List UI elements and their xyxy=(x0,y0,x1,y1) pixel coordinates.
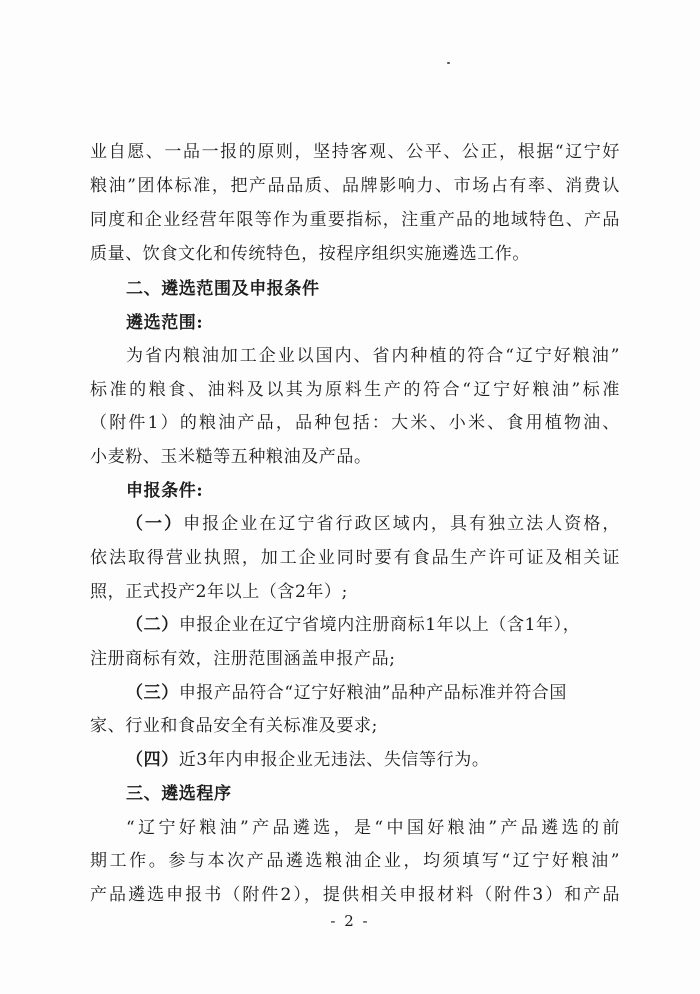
body-line: 粮油”团体标准，把产品品质、品牌影响力、市场占有率、消费认 xyxy=(90,176,620,196)
page-number: - 2 - xyxy=(330,912,370,930)
condition-number: （三） xyxy=(126,683,179,703)
body-line: 同度和企业经营年限等作为重要指标，注重产品的地域特色、产品 xyxy=(90,210,620,230)
condition-item xyxy=(126,681,620,705)
body-line: 期工作。参与本次产品遴选粮油企业，均须填写“辽宁好粮油” xyxy=(90,851,620,871)
body-line: 为省内粮油加工企业以国内、省内种植的符合“辽宁好粮油” xyxy=(126,346,620,366)
condition-text: 申报产品符合“辽宁好粮油”品种产品标准并符合国 xyxy=(178,683,567,703)
condition-text: 近3年内申报企业无违法、失信等行为。 xyxy=(178,750,490,770)
condition-number: （四） xyxy=(126,750,179,770)
body-line: 小麦粉、玉米糙等五种粮油及产品。 xyxy=(90,447,372,467)
condition-item xyxy=(126,613,620,637)
scan-speck xyxy=(447,62,450,64)
body-line: 照，正式投产2年以上（含2年）; xyxy=(90,582,348,602)
subsection-label: 遴选范围: xyxy=(126,313,204,333)
subsection-label: 申报条件: xyxy=(126,481,204,501)
body-line: （附件1）的粮油产品，品种包括：大米、小米、食用植物油、 xyxy=(90,413,620,433)
section-heading: 二、遴选范围及申报条件 xyxy=(126,279,320,299)
body-line: 业自愿、一品一报的原则，坚持客观、公平、公正，根据“辽宁好 xyxy=(90,142,620,162)
condition-item xyxy=(126,512,620,536)
condition-number: （一） xyxy=(126,514,184,534)
condition-text: 申报企业在辽宁省境内注册商标1年以上（含1年）， xyxy=(178,615,581,635)
section-heading: 三、遴选程序 xyxy=(126,784,232,804)
condition-number: （二） xyxy=(126,615,179,635)
condition-item xyxy=(126,748,620,772)
body-line: 家、行业和食品安全有关标准及要求; xyxy=(90,716,378,736)
body-line: “辽宁好粮油”产品遴选，是“中国好粮油”产品遴选的前 xyxy=(126,818,620,838)
body-line: 注册商标有效，注册范围涵盖申报产品; xyxy=(90,649,396,669)
body-line: 依法取得营业执照，加工企业同时要有食品生产许可证及相关证 xyxy=(90,548,620,568)
body-line: 产品遴选申报书（附件2），提供相关申报材料（附件3）和产品 xyxy=(90,885,620,905)
condition-text: 申报企业在辽宁省行政区域内，具有独立法人资格， xyxy=(183,514,620,534)
body-line: 质量、饮食文化和传统特色，按程序组织实施遴选工作。 xyxy=(90,244,530,264)
body-line: 标准的粮食、油料及以其为原料生产的符合“辽宁好粮油”标准 xyxy=(90,380,620,400)
